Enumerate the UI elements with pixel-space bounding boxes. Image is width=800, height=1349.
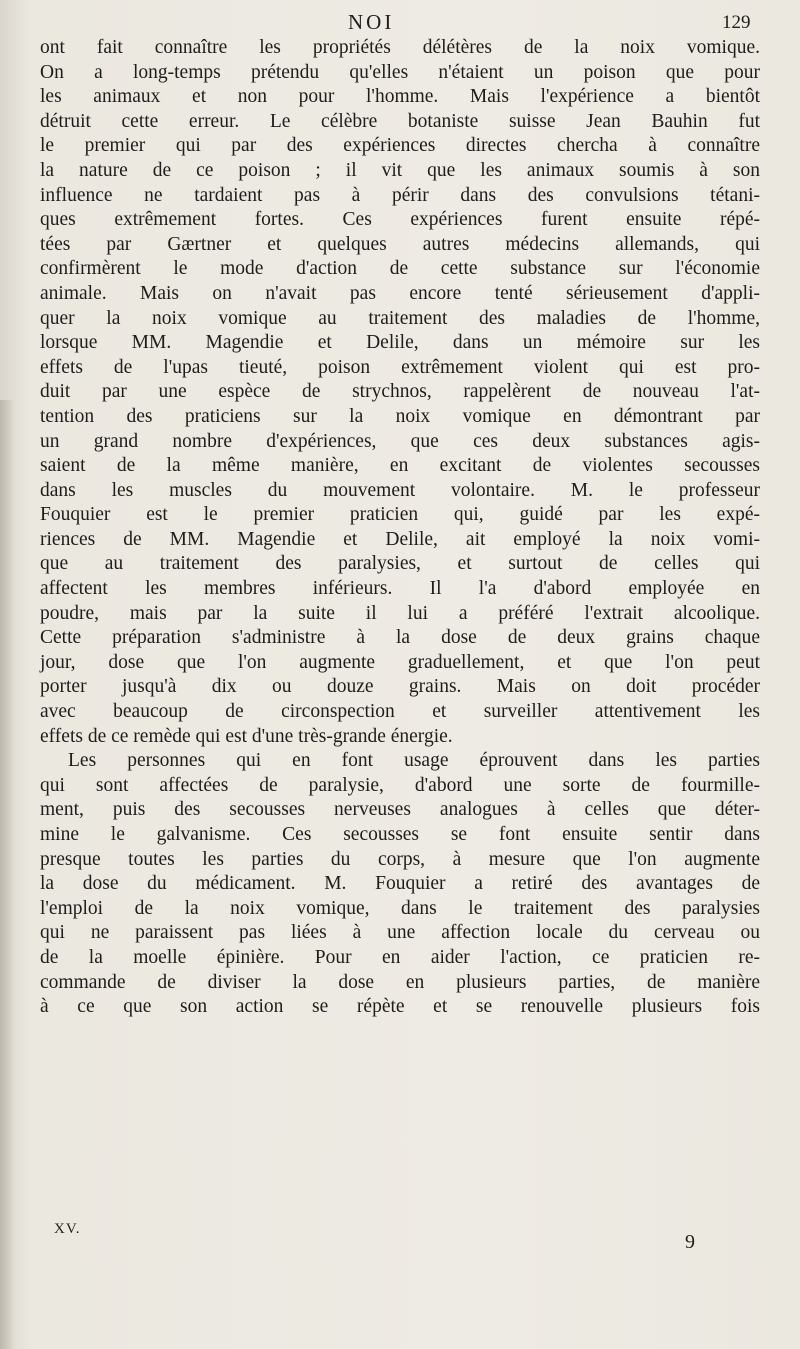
text-line: le premier qui par des expériences directes chercha à connaître bbox=[40, 135, 760, 157]
text-line: les animaux et non pour l'homme. Mais l'expérience a bientôt bbox=[40, 86, 760, 108]
text-line: Fouquier est le premier praticien qui, guidé par les expé- bbox=[40, 504, 760, 526]
text-line: lorsque MM. Magendie et Delile, dans un mémoire sur les bbox=[40, 332, 760, 354]
text-line: qui ne paraissent pas liées à une affection locale du cerveau ou bbox=[40, 922, 760, 944]
text-line: la dose du médicament. M. Fouquier a retiré des avantages de bbox=[40, 873, 760, 895]
text-line: un grand nombre d'expériences, que ces deux substances agis- bbox=[40, 430, 760, 452]
text-line: mine le galvanisme. Ces secousses se font ensuite sentir dans bbox=[40, 824, 760, 845]
text-line: ont fait connaître les propriétés délétères de la noix vomique. bbox=[40, 37, 760, 58]
text-line: poudre, mais par la suite il lui a préféré l'extrait alcoolique. bbox=[40, 602, 760, 624]
text-line: porter jusqu'à dix ou douze grains. Mais on doit procéder bbox=[40, 676, 760, 698]
text-line: saient de la même manière, en excitant de violentes secousses bbox=[40, 455, 760, 477]
running-head bbox=[0, 6, 800, 36]
text-line: la nature de ce poison ; il vit que les animaux soumis à son bbox=[40, 159, 760, 181]
text-line: jour, dose que l'on augmente graduellement, et que l'on peut bbox=[40, 651, 760, 673]
text-line: ques extrêmement fortes. Ces expériences furent ensuite répé- bbox=[40, 209, 760, 231]
text-line: tées par Gærtner et quelques autres médecins allemands, qui bbox=[40, 233, 760, 255]
page-number: 129 bbox=[722, 12, 751, 33]
text-line: Cette préparation s'administre à la dose de deux grains chaque bbox=[40, 627, 760, 649]
text-line: ment, puis des secousses nerveuses analogues à celles que déter- bbox=[40, 799, 760, 821]
text-line: presque toutes les parties du corps, à mesure que l'on augmente bbox=[40, 848, 760, 870]
text-line: dans les muscles du mouvement volontaire. M. le professeur bbox=[40, 479, 760, 501]
text-line: à ce que son action se répète et se renouvelle plusieurs fois bbox=[40, 996, 760, 1018]
text-line: influence ne tardaient pas à périr dans des convulsions tétani- bbox=[40, 184, 760, 206]
text-line: de la moelle épinière. Pour en aider l'action, ce praticien re- bbox=[40, 946, 760, 968]
text-line: effets de ce remède qui est d'une très-grande énergie. bbox=[40, 725, 453, 747]
text-line: On a long-temps prétendu qu'elles n'étaient un poison que pour bbox=[40, 61, 760, 83]
text-line: affectent les membres inférieurs. Il l'a d'abord employée en bbox=[40, 578, 760, 600]
binding-edge-shadow bbox=[0, 400, 14, 1349]
signature-number: 9 bbox=[685, 1231, 695, 1253]
text-line: Les personnes qui en font usage éprouvent dans les parties bbox=[68, 750, 760, 772]
text-line: que au traitement des paralysies, et surtout de celles qui bbox=[40, 553, 760, 575]
volume-mark: XV. bbox=[54, 1221, 81, 1237]
text-line: tention des praticiens sur la noix vomique en démontrant par bbox=[40, 405, 760, 427]
text-line: avec beaucoup de circonspection et surveiller attentivement les bbox=[40, 701, 760, 723]
text-line: l'emploi de la noix vomique, dans le traitement des paralysies bbox=[40, 897, 760, 919]
text-line: confirmèrent le mode d'action de cette substance sur l'économie bbox=[40, 258, 760, 280]
text-line: riences de MM. Magendie et Delile, ait employé la noix vomi- bbox=[40, 528, 760, 550]
text-line: effets de l'upas tieuté, poison extrêmement violent qui est pro- bbox=[40, 356, 760, 378]
text-line: quer la noix vomique au traitement des maladies de l'homme, bbox=[40, 307, 760, 329]
text-line: qui sont affectées de paralysie, d'abord une sorte de fourmille- bbox=[40, 774, 760, 796]
text-line: détruit cette erreur. Le célèbre botaniste suisse Jean Bauhin fut bbox=[40, 110, 760, 132]
signature-row bbox=[0, 1219, 800, 1259]
body-text bbox=[40, 36, 760, 1020]
text-line: animale. Mais on n'avait pas encore tenté sérieusement d'appli- bbox=[40, 282, 760, 304]
text-line: duit par une espèce de strychnos, rappelèrent de nouveau l'at- bbox=[40, 381, 760, 403]
text-line: commande de diviser la dose en plusieurs parties, de manière bbox=[40, 971, 760, 993]
running-title: NOI bbox=[348, 10, 395, 34]
